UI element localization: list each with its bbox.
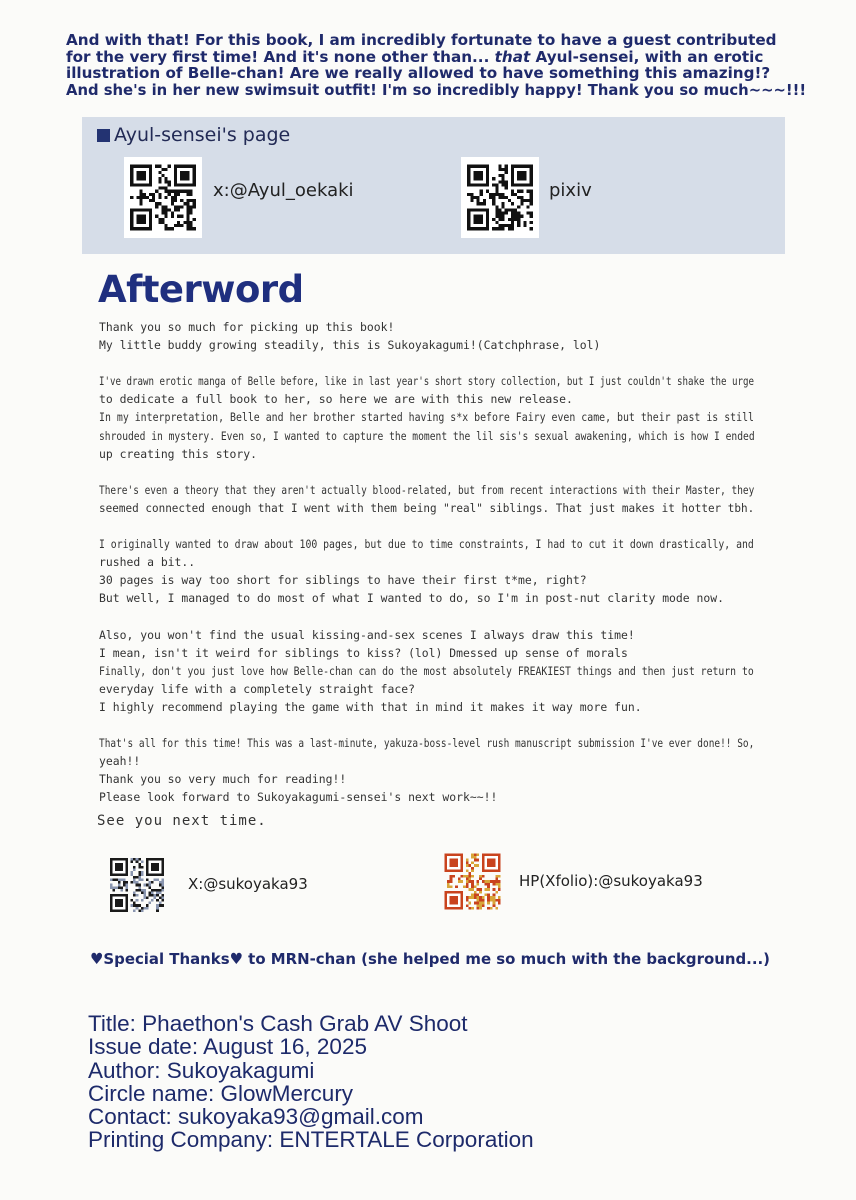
afterword-line: Please look forward to Sukoyakagumi-sensei's next work~~!!: [99, 790, 498, 805]
afterword-paragraph: [99, 535, 759, 607]
author-hp-link[interactable]: HP(Xfolio):@sukoyaka93: [519, 872, 703, 890]
colophon: [88, 1012, 534, 1152]
qr-code-icon[interactable]: [461, 157, 539, 238]
author-x-link[interactable]: X:@sukoyaka93: [188, 875, 308, 893]
afterword-line: I mean, isn't it weird for siblings to kiss? (lol) Dmessed up sense of morals: [99, 645, 628, 660]
intro-line: [66, 49, 806, 66]
afterword-line: I've drawn erotic manga of Belle before, like in last year's short story collection, but I just couldn't shake the urge: [99, 374, 755, 389]
afterword-line: Thank you so much for picking up this book!: [99, 320, 395, 334]
afterword-line: up creating this story.: [99, 446, 257, 461]
afterword-line: rushed a bit..: [99, 555, 196, 570]
afterword-line: Thank you so very much for reading!!: [99, 772, 347, 787]
sign-off: See you next time.: [97, 813, 267, 829]
afterword-body: [99, 318, 759, 825]
square-bullet-icon: [97, 129, 110, 142]
colophon-printer: Printing Company: ENTERTALE Corporation: [88, 1127, 534, 1153]
guest-x-link[interactable]: x:@Ayul_oekaki: [213, 180, 354, 201]
qr-code-icon[interactable]: [124, 157, 202, 238]
afterword-line: to dedicate a full book to her, so here we are with this new release.: [99, 392, 573, 407]
afterword-paragraph: [99, 734, 759, 806]
guest-title-text: Ayul-sensei's page: [114, 124, 291, 146]
afterword-line: yeah!!: [99, 754, 141, 769]
afterword-line: That's all for this time! This was a last-minute, yakuza-boss-level rush manuscript submission I've ever done!! So,: [99, 736, 755, 751]
colophon-circle: Circle name: GlowMercury: [88, 1080, 354, 1106]
afterword-paragraph: [99, 626, 759, 716]
guest-artist-box: [82, 117, 785, 254]
intro-emphasis: that: [494, 47, 531, 66]
afterword-line: I originally wanted to draw about 100 pages, but due to time constraints, I had to cut it down drastically, and: [99, 537, 754, 552]
afterword-line: I highly recommend playing the game with that in mind it makes it way more fun.: [99, 699, 642, 714]
afterword-line: Finally, don't you just love how Belle-chan can do the most absolutely FREAKIEST things and then just return to: [99, 663, 754, 678]
special-thanks: ♥Special Thanks♥ to MRN-chan (she helped me so much with the background...): [90, 950, 770, 968]
afterword-paragraph: [99, 481, 759, 517]
afterword-title: Afterword: [98, 268, 304, 311]
afterword-line: shrouded in mystery. Even so, I wanted to capture the moment the lil sis's sexual awakening, which is how I ended: [99, 428, 755, 443]
intro-line: illustration of Belle-chan! Are we really allowed to have something this amazing!?: [66, 64, 771, 82]
afterword-line: seemed connected enough that I went with them being "real" siblings. That just makes it hotter tbh.: [99, 500, 755, 515]
afterword-line: In my interpretation, Belle and her brother started having s*x before Fairy even came, but their past is still: [99, 410, 754, 425]
colophon-title: Title: Phaethon's Cash Grab AV Shoot: [88, 1011, 468, 1036]
colophon-author: Author: Sukoyakagumi: [88, 1057, 315, 1083]
intro-line-part: for the very first time! And it's none other than...: [66, 47, 495, 66]
intro-line-part: Ayul-sensei, with an erotic: [530, 47, 764, 66]
afterword-paragraph: [99, 372, 759, 462]
guest-pixiv-link[interactable]: pixiv: [549, 180, 592, 201]
colophon-contact: Contact: sukoyaka93@gmail.com: [88, 1104, 424, 1130]
afterword-line: But well, I managed to do most of what I wanted to do, so I'm in post-nut clarity mode now.: [99, 591, 725, 606]
afterword-line: Also, you won't find the usual kissing-and-sex scenes I always draw this time!: [99, 627, 635, 642]
qr-code-icon[interactable]: [104, 853, 170, 917]
intro-text: [66, 32, 806, 98]
qr-code-icon[interactable]: [439, 848, 506, 915]
afterword-line: 30 pages is way too short for siblings to have their first t*me, right?: [99, 573, 587, 588]
afterword-paragraph: [99, 318, 759, 354]
guest-title: [97, 124, 290, 146]
afterword-line: My little buddy growing steadily, this is Sukoyakagumi!(Catchphrase, lol): [99, 338, 601, 353]
intro-line: And with that! For this book, I am incredibly fortunate to have a guest contributed: [66, 31, 777, 49]
afterword-line: everyday life with a completely straight face?: [99, 681, 415, 696]
afterword-line: There's even a theory that they aren't actually blood-related, but from recent interactions with their Master, they: [99, 482, 755, 497]
intro-line: And she's in her new swimsuit outfit! I'm so incredibly happy! Thank you so much~~~!!!: [66, 80, 807, 99]
colophon-issue-date: Issue date: August 16, 2025: [88, 1034, 367, 1060]
